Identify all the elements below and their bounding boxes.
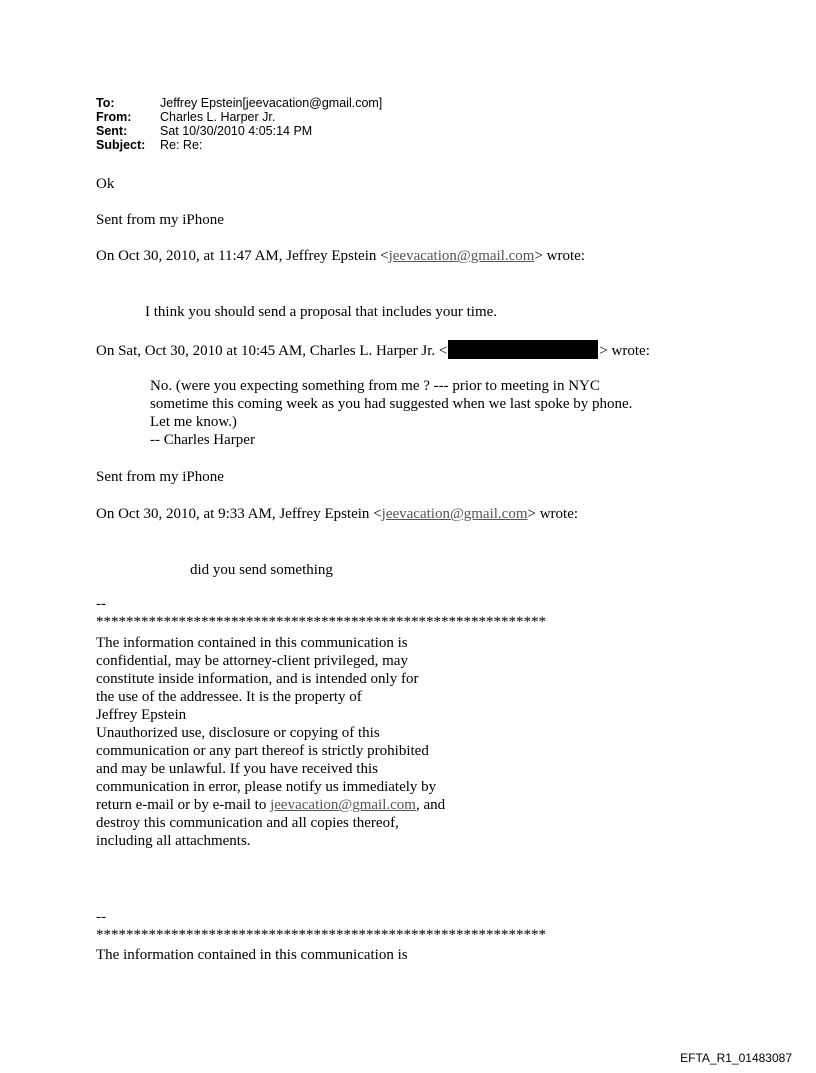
disclaimer-link-prefix: return e-mail or by e-mail to [96,797,271,813]
disclaimer-line: destroy this communication and all copies thereof, [96,815,399,831]
disclaimer-line: including all attachments. [96,833,251,849]
disclaimer-link-suffix: , and [415,797,446,813]
quote2-intro-suffix: > wrote: [599,343,650,359]
quote3-email-link[interactable]: jeevacation@gmail.com [381,506,528,522]
header-from-row [96,110,382,124]
sent-label: Sent: [96,124,128,138]
quote3-intro [96,505,578,523]
disclaimer-line: constitute inside information, and is intended only for [96,671,419,687]
disclaimer2-dashes: -- [96,909,106,925]
quote3-body: did you send something [190,562,333,578]
quote2-line: No. (were you expecting something from me ? --- prior to meeting in NYC [150,378,600,394]
quote2-line: sometime this coming week as you had suggested when we last spoke by phone. [150,396,633,412]
disclaimer-link-line [96,796,445,814]
disclaimer-line: the use of the addressee. It is the property of [96,689,362,705]
quote2-intro [96,340,650,360]
to-value: Jeffrey Epstein[jeevacation@gmail.com] [160,96,383,110]
quote1-intro-prefix: On Oct 30, 2010, at 11:47 AM, Jeffrey Epstein < [96,248,389,264]
header-subject-row [96,138,382,152]
disclaimer-email-link[interactable]: jeevacation@gmail.com [270,797,416,813]
document-id: EFTA_R1_01483087 [680,1051,792,1065]
header-to-row [96,96,382,110]
subject-value: Re: Re: [160,138,203,152]
disclaimer-dashes: -- [96,596,106,612]
quote1-intro [96,247,585,265]
disclaimer2-stars: ************************************************************ [96,927,546,943]
quote2-intro-prefix: On Sat, Oct 30, 2010 at 10:45 AM, Charles L. Harper Jr. < [96,343,448,359]
reply-text: Ok [96,176,115,192]
disclaimer-line: confidential, may be attorney-client privileged, may [96,653,408,669]
quote3-intro-prefix: On Oct 30, 2010, at 9:33 AM, Jeffrey Epstein < [96,506,382,522]
sent-value: Sat 10/30/2010 4:05:14 PM [160,124,313,138]
disclaimer-body [96,634,445,850]
disclaimer-line: The information contained in this communication is [96,635,408,651]
subject-label: Subject: [96,138,146,152]
reply-signature: Sent from my iPhone [96,212,224,228]
to-label: To: [96,96,115,110]
disclaimer-stars: ************************************************************ [96,614,546,630]
disclaimer-line: communication in error, please notify us immediately by [96,779,437,795]
redaction-box [448,340,598,359]
quote3-intro-suffix: > wrote: [527,506,579,522]
quote2-line: -- Charles Harper [150,432,255,448]
quote2-line: Let me know.) [150,414,237,430]
disclaimer-line: Jeffrey Epstein [96,707,187,723]
from-label: From: [96,110,132,124]
email-header [96,96,382,152]
quote2-body [150,377,632,449]
quote1-email-link[interactable]: jeevacation@gmail.com [388,248,535,264]
disclaimer-line: Unauthorized use, disclosure or copying of this [96,725,380,741]
from-value: Charles L. Harper Jr. [160,110,276,124]
quote2-signature: Sent from my iPhone [96,469,224,485]
disclaimer-line: communication or any part thereof is strictly prohibited [96,743,429,759]
header-sent-row [96,124,382,138]
disclaimer2-first-line: The information contained in this communication is [96,947,408,963]
disclaimer-line: and may be unlawful. If you have received this [96,761,378,777]
quote1-body: I think you should send a proposal that includes your time. [145,304,498,320]
quote1-intro-suffix: > wrote: [534,248,585,264]
